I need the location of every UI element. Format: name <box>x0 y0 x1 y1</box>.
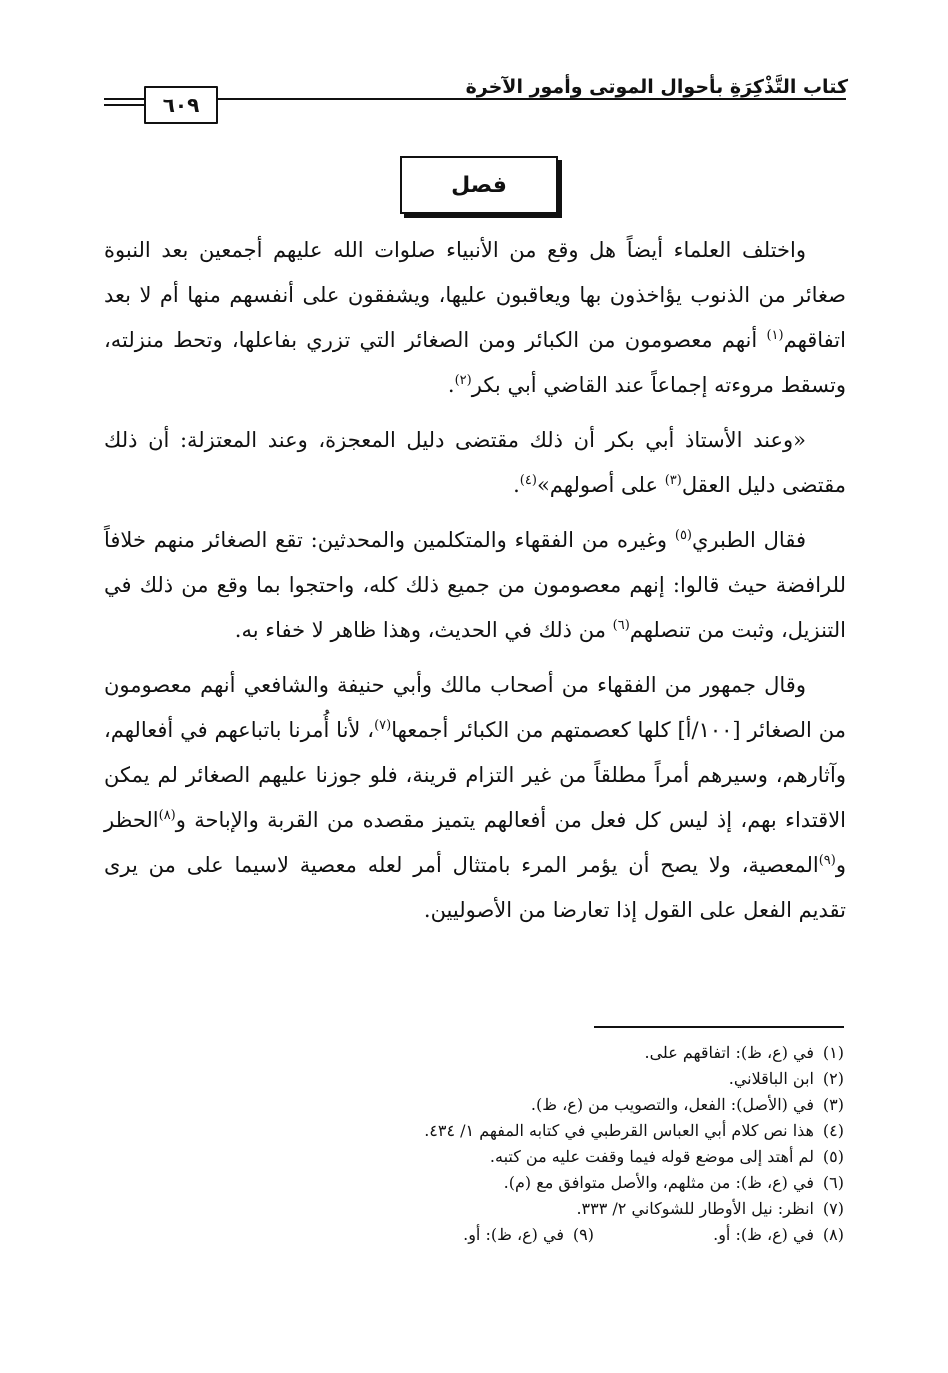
footnote-item <box>594 1222 844 1248</box>
footnote-text: في (ع، ظ): أو. <box>713 1225 814 1244</box>
footnote-number: (٧) <box>822 1199 844 1218</box>
footnote-reference: (٢) <box>454 373 472 388</box>
paragraph-text: واختلف العلماء أيضاً هل وقع من الأنبياء صلوات الله عليهم أجمعين بعد النبوة صغائر من الذنوب يؤاخذون بها ويعاقبون عليها، ويشفقون على أنفسهم منها أم لا بعد اتفاقهم <box>104 238 846 352</box>
main-text <box>104 228 846 943</box>
footnote-text: في (ع، ظ): اتفاقهم على. <box>644 1043 814 1062</box>
footnote-reference: (٩) <box>818 853 836 868</box>
footnote-text: في (ع، ظ): أو. <box>463 1225 564 1244</box>
footnote-number: (٥) <box>822 1147 844 1166</box>
footnote-item <box>102 1196 844 1222</box>
paragraph-text: وقال جمهور من الفقهاء من أصحاب مالك وأبي حنيفة والشافعي أنهم معصومون من الصغائر [١٠٠/أ] كلها كعصمتهم من الكبائر أجمعها <box>104 673 846 742</box>
footnote-number: (٢) <box>822 1069 844 1088</box>
paragraph-text: فقال الطبري <box>692 528 806 552</box>
running-header-title: كتاب التَّذْكِرَةِ بأحوال الموتى وأمور الآخرة <box>465 76 848 98</box>
footnote-number: (٦) <box>822 1173 844 1192</box>
footnote-text: في (الأصل): الفعل، والتصويب من (ع، ظ). <box>530 1095 814 1114</box>
header-rule-secondary <box>104 104 144 106</box>
footnote-reference: (١) <box>766 328 784 343</box>
footnotes <box>102 1040 844 1248</box>
footnote-reference: (٣) <box>664 473 682 488</box>
paragraph-text: على أصولهم» <box>536 473 665 497</box>
section-heading: فصل <box>400 156 558 214</box>
paragraph <box>104 228 846 408</box>
footnote-text: ابن الباقلاني. <box>728 1069 814 1088</box>
footnote-text: في (ع، ظ): من مثلهم، والأصل متوافق مع (م). <box>503 1173 814 1192</box>
footnote-item <box>102 1118 844 1144</box>
footnote-text: هذا نص كلام أبي العباس القرطبي في كتابه المفهم ١/ ٤٣٤. <box>424 1121 814 1140</box>
footnote-item <box>102 1144 844 1170</box>
paragraph-text: ، لأنا أُمرنا باتباعهم في أفعالهم، وآثارهم، وسيرهم أمراً مطلقاً من غير التزام قرينة، فلو جوزنا عليهم الصغائر لم يمكن الاقتداء بهم، إذ ليس كل فعل من أفعالهم يتميز مقصده من القربة والإباحة و <box>104 718 847 832</box>
paragraph-text: من ذلك في الحديث، وهذا ظاهر لا خفاء به. <box>234 618 613 642</box>
footnote-reference: (٤) <box>519 473 537 488</box>
footnote-reference: (٨) <box>158 808 176 823</box>
paragraph-text: . <box>513 473 520 497</box>
paragraph-text: «وعند الأستاذ أبي بكر أن ذلك مقتضى دليل المعجزة، وعند المعتزلة: أن ذلك مقتضى دليل العقل <box>104 428 846 497</box>
paragraph-text: . <box>447 373 455 397</box>
paragraph-text: الحظر و <box>104 808 847 877</box>
footnote-reference: (٧) <box>374 718 392 733</box>
footnote-row <box>102 1222 844 1248</box>
paragraph <box>104 663 846 933</box>
footnote-reference: (٦) <box>612 618 630 633</box>
page-number: ٦٠٩ <box>144 86 218 124</box>
footnote-text: انظر: نيل الأوطار للشوكاني ٢/ ٣٣٣. <box>576 1199 814 1218</box>
footnote-number: (٤) <box>822 1121 844 1140</box>
paragraph <box>104 418 846 508</box>
footnote-number: (٨) <box>822 1225 844 1244</box>
footnote-item <box>102 1170 844 1196</box>
footnote-item <box>102 1092 844 1118</box>
paragraph <box>104 518 846 653</box>
footnote-item <box>102 1040 844 1066</box>
footnote-number: (١) <box>822 1043 844 1062</box>
footnote-item <box>344 1222 594 1248</box>
footnote-item <box>102 1066 844 1092</box>
paragraph-text: أنهم معصومون من الكبائر ومن الصغائر التي تزري بفاعلها، وتحط منزلته، وتسقط مروءته إجماعاً عند القاضي أبي بكر <box>104 328 846 397</box>
footnote-reference: (٥) <box>674 528 692 543</box>
footnote-number: (٩) <box>572 1225 594 1244</box>
footnote-separator <box>594 1026 844 1028</box>
paragraph-text: المعصية، ولا يصح أن يؤمر المرء بامتثال أمر لعله معصية لاسيما على من يرى تقديم الفعل على القول إذا تعارضا من الأصوليين. <box>104 853 846 922</box>
footnote-text: لم أهتد إلى موضع قوله فيما وقفت عليه من كتبه. <box>489 1147 814 1166</box>
paragraph-text: وغيره من الفقهاء والمتكلمين والمحدثين: تقع الصغائر منهم خلافاً للرافضة حيث قالوا: إنهم معصومون من جميع ذلك كله، واحتجوا بما وقع من ذلك في التنزيل، وثبت من تنصلهم <box>104 528 846 642</box>
footnote-number: (٣) <box>822 1095 844 1114</box>
